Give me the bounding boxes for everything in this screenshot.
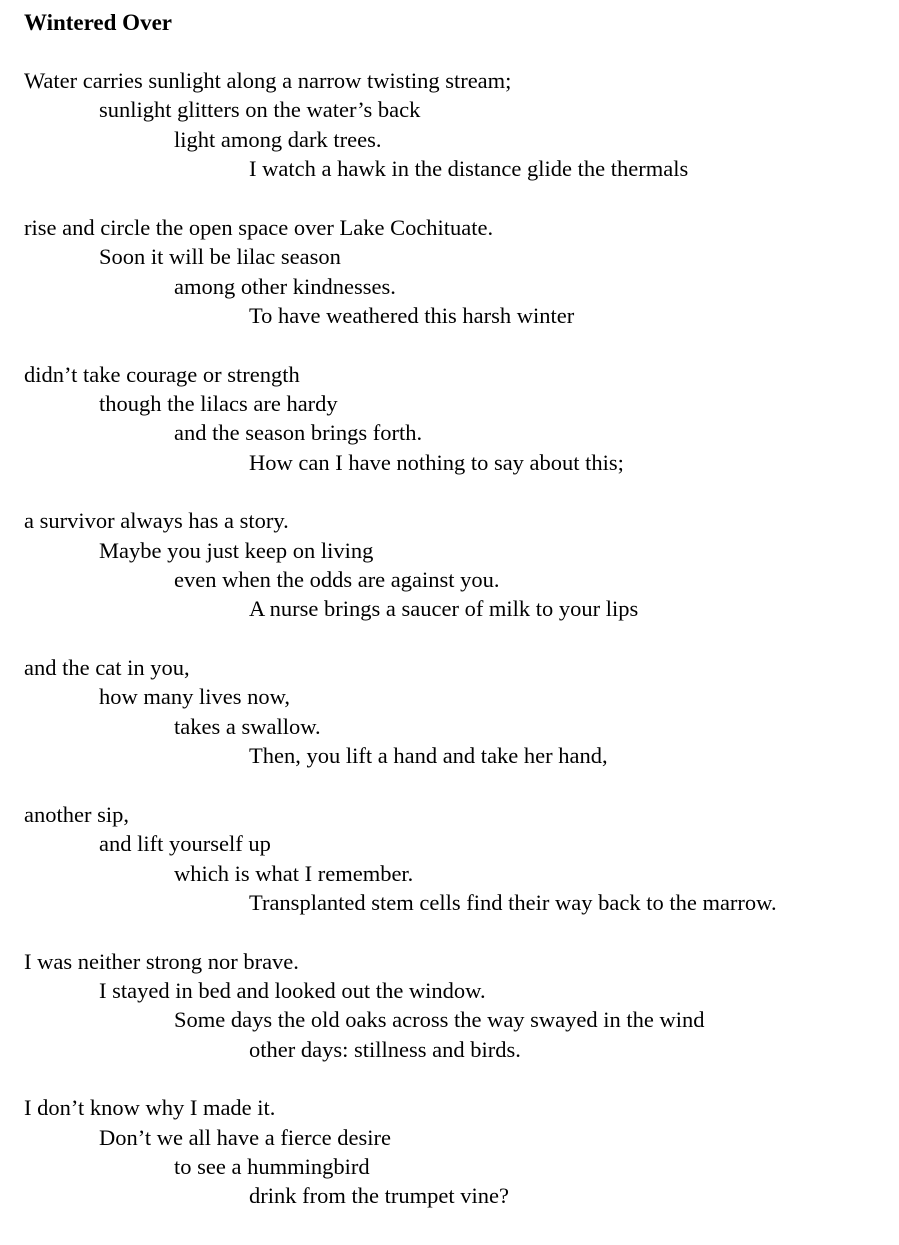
poem-line: and the cat in you,: [24, 655, 190, 680]
poem-line: though the lilacs are hardy: [99, 390, 338, 416]
stanza-1: [24, 66, 884, 184]
poem-line: to see a hummingbird: [174, 1154, 370, 1180]
poem-line: how many lives now,: [99, 684, 291, 710]
stanza-8: [24, 1093, 884, 1211]
poem-line: and lift yourself up: [99, 831, 271, 857]
poem-line: another sip,: [24, 801, 129, 827]
poem-line: didn’t take courage or strength: [24, 361, 300, 387]
stanza-5: [24, 653, 884, 771]
poem-line: sunlight glitters on the water’s back: [99, 97, 421, 123]
poem-line: How can I have nothing to say about this;: [249, 449, 624, 475]
poem-line: Transplanted stem cells find their way back to the marrow.: [249, 889, 777, 915]
poem-title: Wintered Over: [24, 10, 172, 35]
poem-line: Soon it will be lilac season: [99, 244, 341, 270]
poem-line: To have weathered this harsh winter: [249, 302, 575, 328]
poem-line: A nurse brings a saucer of milk to your lips: [249, 596, 639, 622]
poem-line: Then, you lift a hand and take her hand,: [249, 743, 608, 769]
poem-line: and the season brings forth.: [174, 420, 423, 446]
poem-line: a survivor always has a story.: [24, 508, 289, 534]
poem-line: rise and circle the open space over Lake Cochituate.: [24, 214, 494, 240]
poem-line: Water carries sunlight along a narrow twisting stream;: [24, 68, 512, 93]
poem-line: Some days the old oaks across the way swayed in the wind: [174, 1007, 705, 1033]
poem-line: Maybe you just keep on living: [99, 537, 374, 563]
poem-line: I watch a hawk in the distance glide the thermals: [249, 156, 689, 182]
poem-line: I don’t know why I made it.: [24, 1095, 276, 1121]
poem-line: which is what I remember.: [174, 860, 414, 886]
poem-line: I stayed in bed and looked out the window.: [99, 977, 486, 1003]
poem-line: even when the odds are against you.: [174, 567, 500, 593]
document-page: [24, 8, 884, 1240]
poem-line: among other kindnesses.: [174, 273, 396, 299]
stanza-6: [24, 800, 884, 918]
poem-line: takes a swallow.: [174, 713, 321, 739]
stanza-2: [24, 213, 884, 331]
stanza-3: [24, 360, 884, 478]
poem-line: other days: stillness and birds.: [249, 1036, 521, 1062]
stanza-7: [24, 947, 884, 1065]
poem-line: Don’t we all have a fierce desire: [99, 1124, 391, 1150]
poem-line: I was neither strong nor brave.: [24, 948, 299, 974]
poem-line: light among dark trees.: [174, 126, 382, 152]
stanza-4: [24, 506, 884, 624]
poem-line: drink from the trumpet vine?: [249, 1183, 509, 1209]
